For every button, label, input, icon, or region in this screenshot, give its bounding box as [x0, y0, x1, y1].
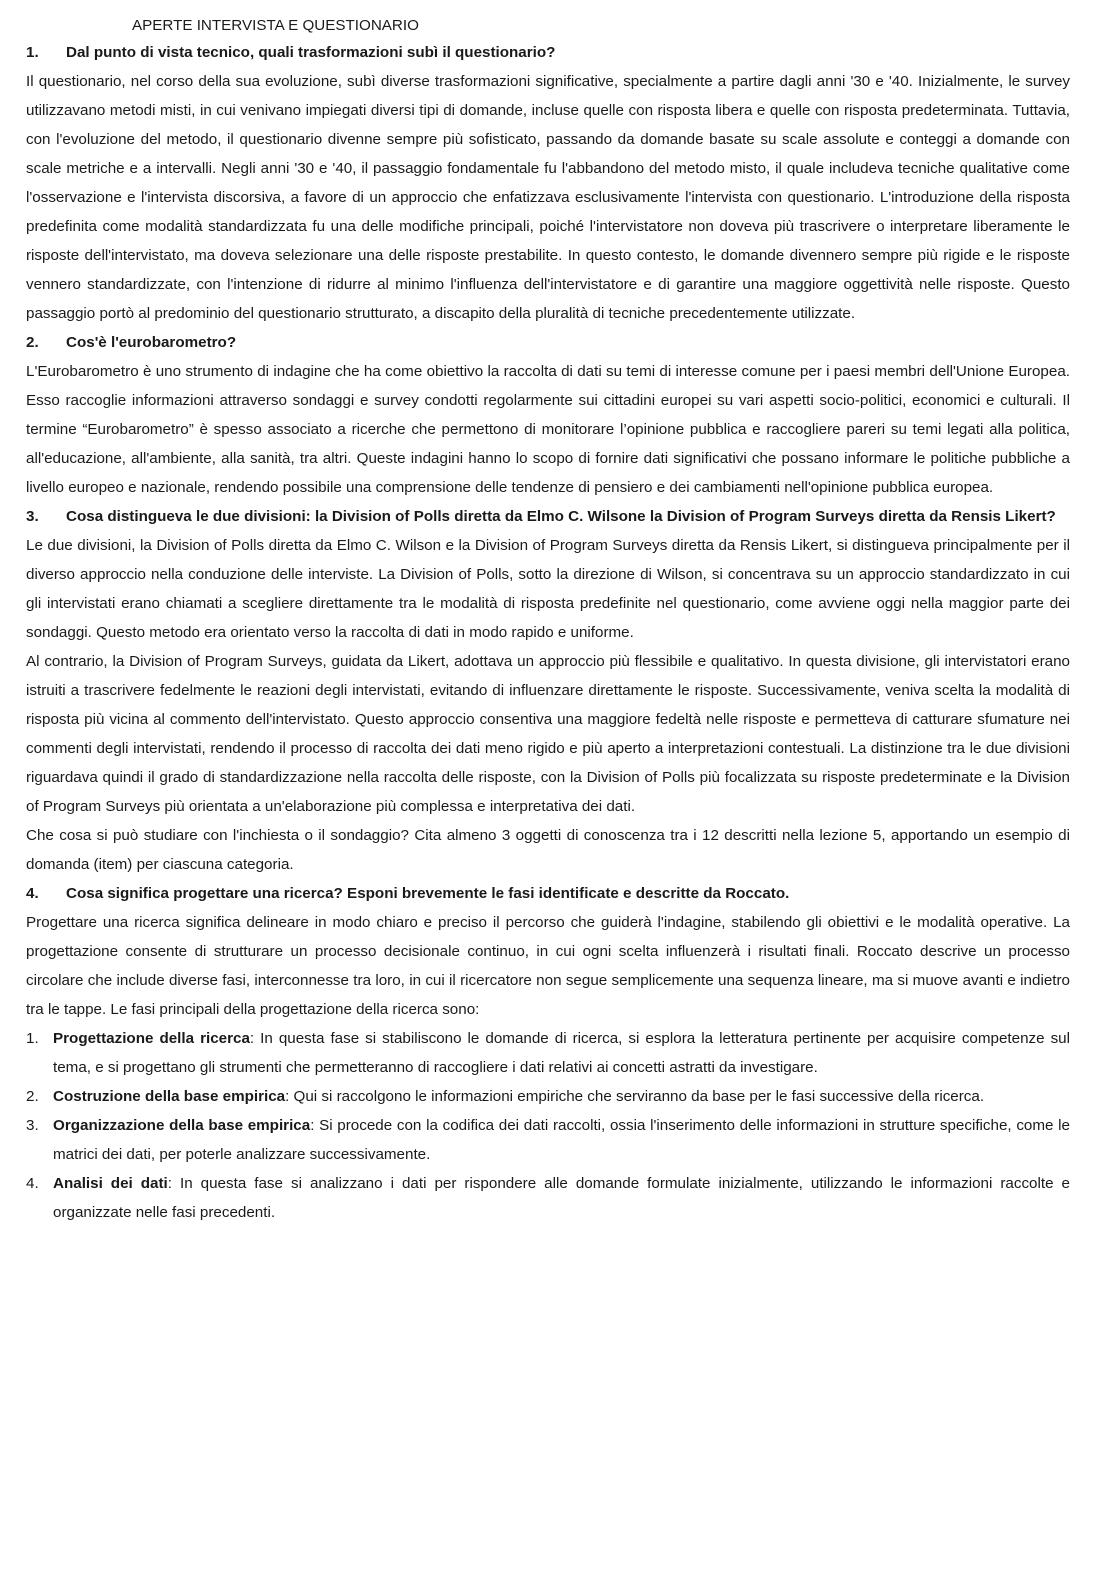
question-text: Cos'è l'eurobarometro? — [66, 334, 237, 351]
question-1 — [26, 38, 1070, 67]
answer-paragraph: Le due divisioni, la Division of Polls diretta da Elmo C. Wilson e la Division of Program Surveys diretta da Rensis Likert, si distingueva principalmente per il diverso approccio nella conduzione delle interviste. La Division of Polls, sotto la direzione di Wilson, si concentrava su un approccio standardizzato in cui gli intervistati erano chiamati a scegliere direttamente tra le modalità di risposta predefinite nel questionario, come avviene oggi nella maggior parte dei sondaggi. Questo metodo era orientato verso la raccolta di dati in modo rapido e uniforme. — [26, 537, 1070, 641]
question-number: 4. — [26, 885, 39, 902]
list-item-number: 3. — [26, 1117, 39, 1134]
research-phases-list — [26, 1024, 1070, 1227]
list-item-body — [53, 1082, 1070, 1111]
question-number: 2. — [26, 334, 39, 351]
list-item-label: Costruzione della base empirica — [53, 1088, 286, 1105]
list-item — [26, 1082, 1070, 1111]
list-item-text: : In questa fase si stabiliscono le domande di ricerca, si esplora la letteratura pertinente per acquisire competenze sul tema, e si progettano gli strumenti che permetteranno di raccogliere i dati relativi ai concetti astratti da investigare. — [53, 1030, 1070, 1076]
list-item-text: : Qui si raccolgono le informazioni empiriche che serviranno da base per le fasi successive della ricerca. — [285, 1088, 985, 1105]
question-number: 3. — [26, 508, 39, 525]
list-item — [26, 1111, 1070, 1169]
list-item-text: : In questa fase si analizzano i dati per rispondere alle domande formulate inizialmente, utilizzando le informazioni raccolte e organizzate nelle fasi precedenti. — [53, 1175, 1070, 1221]
list-item-number: 1. — [26, 1030, 39, 1047]
list-item-label: Analisi dei dati — [53, 1175, 168, 1192]
question-4 — [26, 879, 1070, 908]
list-item-body — [53, 1024, 1070, 1082]
list-item — [26, 1169, 1070, 1227]
list-item-body — [53, 1169, 1070, 1227]
list-item-number: 2. — [26, 1088, 39, 1105]
list-item-number: 4. — [26, 1175, 39, 1192]
question-text: Cosa distingueva le due divisioni: la Division of Polls diretta da Elmo C. Wilsone la Division of Program Surveys diretta da Rensis Likert? — [66, 508, 1056, 525]
question-2 — [26, 328, 1070, 357]
question-number: 1. — [26, 44, 39, 61]
list-item — [26, 1024, 1070, 1082]
question-3 — [26, 502, 1070, 531]
answer-paragraph: L'Eurobarometro è uno strumento di indagine che ha come obiettivo la raccolta di dati su temi di interesse comune per i paesi membri dell'Unione Europea. Esso raccoglie informazioni attraverso sondaggi e survey condotti regolarmente sui cittadini europei su vari aspetti socio-politici, economici e culturali. Il termine “Eurobarometro” è spesso associato a ricerche che permettono di monitorare l’opinione pubblica e raccogliere pareri su temi legati alla politica, all'educazione, all'ambiente, alla sanità, tra altri. Queste indagini hanno lo scopo di fornire dati significativi che possano informare le politiche pubbliche a livello europeo e nazionale, rendendo possibile una comprensione delle tendenze di pensiero e dei cambiamenti nell'opinione pubblica europea. — [26, 363, 1070, 496]
list-item-text: : Si procede con la codifica dei dati raccolti, ossia l'inserimento delle informazioni in strutture specifiche, come le matrici dei dati, per poterle analizzare successivamente. — [53, 1117, 1070, 1163]
list-item-label: Organizzazione della base empirica — [53, 1117, 311, 1134]
document-title: APERTE INTERVISTA E QUESTIONARIO — [132, 17, 419, 34]
answer-paragraph: Al contrario, la Division of Program Surveys, guidata da Likert, adottava un approccio più flessibile e qualitativo. In questa divisione, gli intervistatori erano istruiti a trascrivere fedelmente le reazioni degli intervistati, evitando di influenzare direttamente le risposte. Successivamente, veniva scelta la modalità di risposta più vicina al commento dell'intervistato. Questo approccio consentiva una maggiore fedeltà nelle risposte e permetteva di catturare sfumature nei commenti degli intervistati, rendendo il processo di raccolta dei dati meno rigido e più aperto a interpretazioni contestuali. La distinzione tra le due divisioni riguardava quindi il grado di standardizzazione nella raccolta delle risposte, con la Division of Polls più focalizzata su risposte predeterminate e la Division of Program Surveys più orientata a un'elaborazione più complessa e interpretativa dei dati. — [26, 653, 1070, 815]
answer-paragraph: Il questionario, nel corso della sua evoluzione, subì diverse trasformazioni significative, specialmente a partire dagli anni '30 e '40. Inizialmente, le survey utilizzavano metodi misti, in cui venivano impiegati diversi tipi di domande, incluse quelle con risposta libera e quelle con risposta predeterminata. Tuttavia, con l'evoluzione del metodo, il questionario divenne sempre più sofisticato, passando da domande basate su scale assolute e conteggi a domande con scale metriche e a intervalli. Negli anni '30 e '40, il passaggio fondamentale fu l'abbandono del metodo misto, il quale includeva tecniche qualitative come l'osservazione e l'intervista discorsiva, a favore di un approccio che enfatizzava esclusivamente l'intervista con questionario. L'introduzione della risposta predefinita come modalità standardizzata fu una delle modifiche principali, poiché l'intervistatore non doveva più trascrivere o interpretare liberamente le risposte dell'intervistato, ma doveva selezionare una delle risposte prestabilite. In questo contesto, le domande divennero sempre più rigide e le risposte vennero standardizzate, con l'intenzione di ridurre al minimo l'influenza dell'intervistatore e di garantire una maggiore oggettività nelle risposte. Questo passaggio portò al predominio del questionario strutturato, a discapito della pluralità di tecniche precedentemente utilizzate. — [26, 73, 1070, 322]
list-item-body — [53, 1111, 1070, 1169]
answer-paragraph: Progettare una ricerca significa delineare in modo chiaro e preciso il percorso che guiderà l'indagine, stabilendo gli obiettivi e le modalità operative. La progettazione consente di strutturare un processo decisionale continuo, in cui ogni scelta influenzerà i risultati finali. Roccato descrive un processo circolare che include diverse fasi, interconnesse tra loro, in cui il ricercatore non segue semplicemente una sequenza lineare, ma si muove avanti e indietro tra le tappe. Le fasi principali della progettazione della ricerca sono: — [26, 914, 1070, 1018]
follow-up-question-paragraph: Che cosa si può studiare con l'inchiesta o il sondaggio? Cita almeno 3 oggetti di conoscenza tra i 12 descritti nella lezione 5, apportando un esempio di domanda (item) per ciascuna categoria. — [26, 827, 1070, 873]
list-item-label: Progettazione della ricerca — [53, 1030, 250, 1047]
question-text: Cosa significa progettare una ricerca? Esponi brevemente le fasi identificate e descritte da Roccato. — [66, 885, 790, 902]
question-text: Dal punto di vista tecnico, quali trasformazioni subì il questionario? — [66, 44, 556, 61]
